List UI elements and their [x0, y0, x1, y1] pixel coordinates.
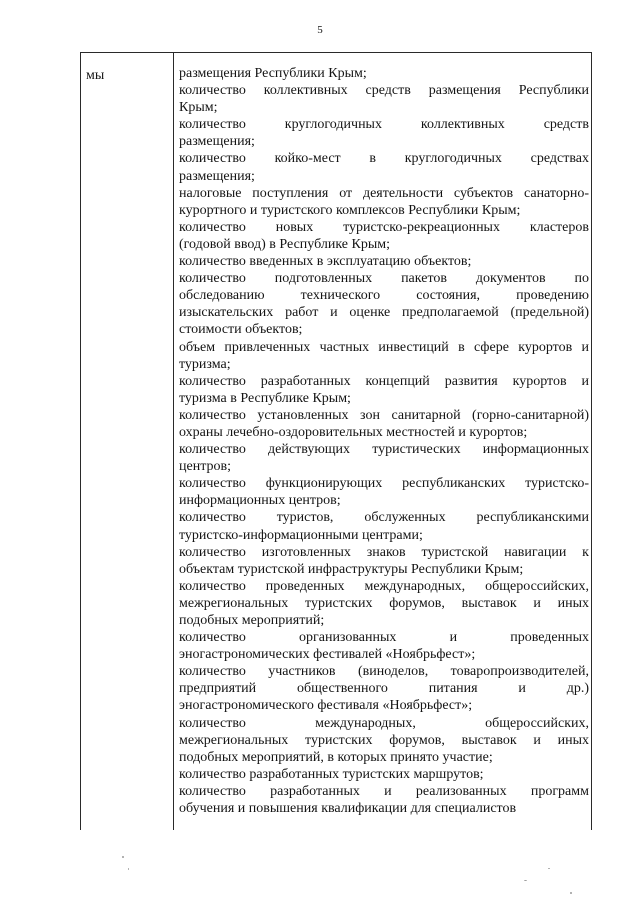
indicator-item	[179, 663, 589, 714]
indicator-line: количество проведенных международных, общероссийских,	[179, 578, 589, 594]
indicator-line: информационных центров;	[179, 493, 341, 509]
column-divider	[173, 53, 174, 830]
indicator-line: количество разработанных туристских маршрутов;	[179, 766, 484, 782]
indicator-item	[179, 270, 589, 338]
indicator-line: налоговые поступления от деятельности субъектов санаторно-	[179, 185, 589, 201]
indicator-line: Крым;	[179, 100, 218, 116]
indicator-line: количество подготовленных пакетов документов по	[179, 271, 589, 287]
indicator-item	[179, 219, 589, 253]
scan-speck	[570, 892, 572, 894]
indicator-line: эногастрономических фестивалей «Ноябрьфест»;	[179, 647, 476, 663]
indicator-item	[179, 407, 589, 441]
indicator-line: количество изготовленных знаков туристской навигации к	[179, 544, 589, 560]
indicator-line: количество туристов, обслуженных республиканскими	[179, 510, 589, 526]
indicator-line: межрегиональных туристских форумов, выставок и иных	[179, 732, 589, 748]
indicator-item	[179, 65, 589, 82]
indicator-line: подобных мероприятий;	[179, 613, 325, 628]
indicator-line: центров;	[179, 459, 231, 475]
indicator-item	[179, 475, 589, 509]
indicator-line: объем привлеченных частных инвестиций в сфере курортов и	[179, 339, 589, 355]
indicator-line: предприятий общественного питания и др.)	[179, 681, 589, 697]
indicator-line: количество разработанных и реализованных программ	[179, 783, 589, 799]
indicator-item	[179, 766, 589, 783]
indicator-line: межрегиональных туристских форумов, выставок и иных	[179, 595, 589, 611]
left-cell-text: мы	[86, 68, 105, 83]
indicator-line: охраны лечебно-оздоровительных местностей и курортов;	[179, 424, 528, 440]
scan-speck	[122, 856, 124, 858]
indicator-line: количество коллективных средств размещения Республики	[179, 83, 589, 99]
indicator-line: количество разработанных концепций развития курортов и	[179, 373, 589, 389]
indicator-item	[179, 783, 589, 817]
indicator-line: изыскательских работ и оценке предполагаемой (предельной)	[179, 305, 589, 321]
indicators-list	[179, 65, 589, 817]
indicator-item	[179, 116, 589, 150]
indicator-item	[179, 578, 589, 629]
indicator-line: количество действующих туристических информационных	[179, 442, 589, 458]
indicator-item	[179, 715, 589, 766]
indicator-line: количество участников (виноделов, товаропроизводителей,	[179, 664, 589, 680]
indicator-line: туризма;	[179, 356, 231, 372]
indicator-line: размещения;	[179, 168, 255, 184]
indicator-line: туристско-информационными центрами;	[179, 527, 423, 543]
indicator-line: подобных мероприятий, в которых принято участие;	[179, 749, 493, 765]
indicator-line: размещения;	[179, 134, 255, 150]
indicator-line: объектам туристской инфраструктуры Республики Крым;	[179, 561, 524, 577]
indicator-line: количество круглогодичных коллективных средств	[179, 117, 589, 133]
indicator-line: обследованию технического состояния, проведению	[179, 288, 589, 304]
indicator-line: количество организованных и проведенных	[179, 630, 589, 646]
indicator-item	[179, 373, 589, 407]
indicator-line: количество установленных зон санитарной (горно-санитарной)	[179, 407, 589, 423]
scan-speck	[128, 868, 129, 870]
indicator-line: стоимости объектов;	[179, 322, 303, 338]
indicators-table	[80, 52, 592, 830]
indicator-item	[179, 339, 589, 373]
indicator-line: туризма в Республике Крым;	[179, 390, 351, 406]
indicator-item	[179, 82, 589, 116]
indicator-line: обучения и повышения квалификации для специалистов	[179, 801, 517, 817]
page-number: 5	[317, 24, 323, 36]
indicator-line: количество введенных в эксплуатацию объектов;	[179, 254, 472, 270]
indicator-line: количество койко-мест в круглогодичных средствах	[179, 151, 589, 167]
indicator-line: эногастрономического фестиваля «Ноябрьфест»;	[179, 698, 473, 714]
indicator-item	[179, 629, 589, 663]
indicator-line: (годовой ввод) в Республике Крым;	[179, 236, 390, 252]
indicator-item	[179, 509, 589, 543]
indicator-item	[179, 253, 589, 270]
indicator-line: количество функционирующих республиканских туристско-	[179, 476, 589, 492]
indicator-item	[179, 150, 589, 184]
scan-speck	[548, 868, 550, 869]
indicator-line: курортного и туристского комплексов Республики Крым;	[179, 202, 521, 218]
indicator-line: количество новых туристско-рекреационных кластеров	[179, 219, 589, 235]
indicator-line: размещения Республики Крым;	[179, 66, 367, 81]
indicator-item	[179, 185, 589, 219]
indicator-line: количество международных, общероссийских,	[179, 715, 589, 731]
scan-speck	[524, 880, 527, 881]
indicator-item	[179, 441, 589, 475]
indicator-item	[179, 544, 589, 578]
